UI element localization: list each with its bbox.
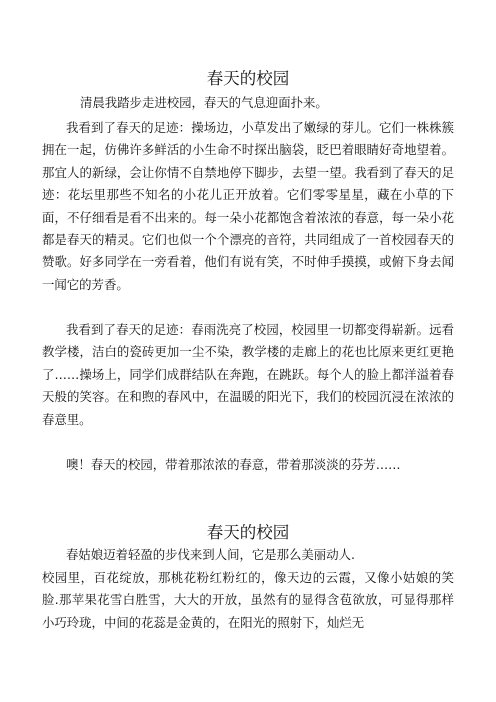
article1-title: 春天的校园: [206, 69, 290, 89]
article1-paragraph-2: 我看到了春天的足迹：操场边，小草发出了嫩绿的芽儿。它们一株株簇拥在一起，仿佛许多鲜活的小生命不时探出脑袋，眨巴着眼睛好奇地望着。那宜人的新绿，会让你情不自禁地停下脚步，去望一望。我看到了春天的足迹：花坛里那些不知名的小花儿正开放着。它们零零星星，藏在小草的下面，不仔细看是看不出来的。每一朵小花都饱含着浓浓的春意，每一朵小花都是春天的精灵。它们也似一个个漂亮的音符，共同组成了一首校园春天的赞歌。好多同学在一旁看着，他们有说有笑，不时伸手摸摸，或俯下身去闻一闻它的芳香。: [42, 120, 454, 292]
article1-paragraph-1: 清晨我踏步走进校园，春天的气息迎面扑来。: [80, 95, 328, 110]
article1-paragraph-3: 我看到了春天的足迹：春雨洗亮了校园，校园里一切都变得崭新。远看教学楼，洁白的瓷砖更加一尘不染，教学楼的走廊上的花也比原来更红更艳了……操场上，同学们成群结队在奔跑，在跳跃。每个人的脸上都洋溢着春天般的笑容。在和煦的春风中，在温暖的阳光下，我们的校园沉浸在浓浓的春意里。: [42, 322, 454, 427]
article1-paragraph-4: 噢！春天的校园，带着那浓浓的春意，带着那淡淡的芬芳……: [66, 457, 401, 472]
article2-paragraph-1: 春姑娘迈着轻盈的步伐来到人间，它是那么美丽动人.: [66, 547, 355, 562]
article2-paragraph-2: 校园里，百花绽放，那桃花粉红粉红的，像天边的云霞，又像小姑娘的笑脸.那苹果花雪白胜雪，大大的开放，虽然有的显得含苞欲放，可显得那样小巧玲珑，中间的花蕊是金黄的，在阳光的照射下，灿烂无: [42, 570, 454, 630]
article2-title: 春天的校园: [206, 523, 290, 543]
